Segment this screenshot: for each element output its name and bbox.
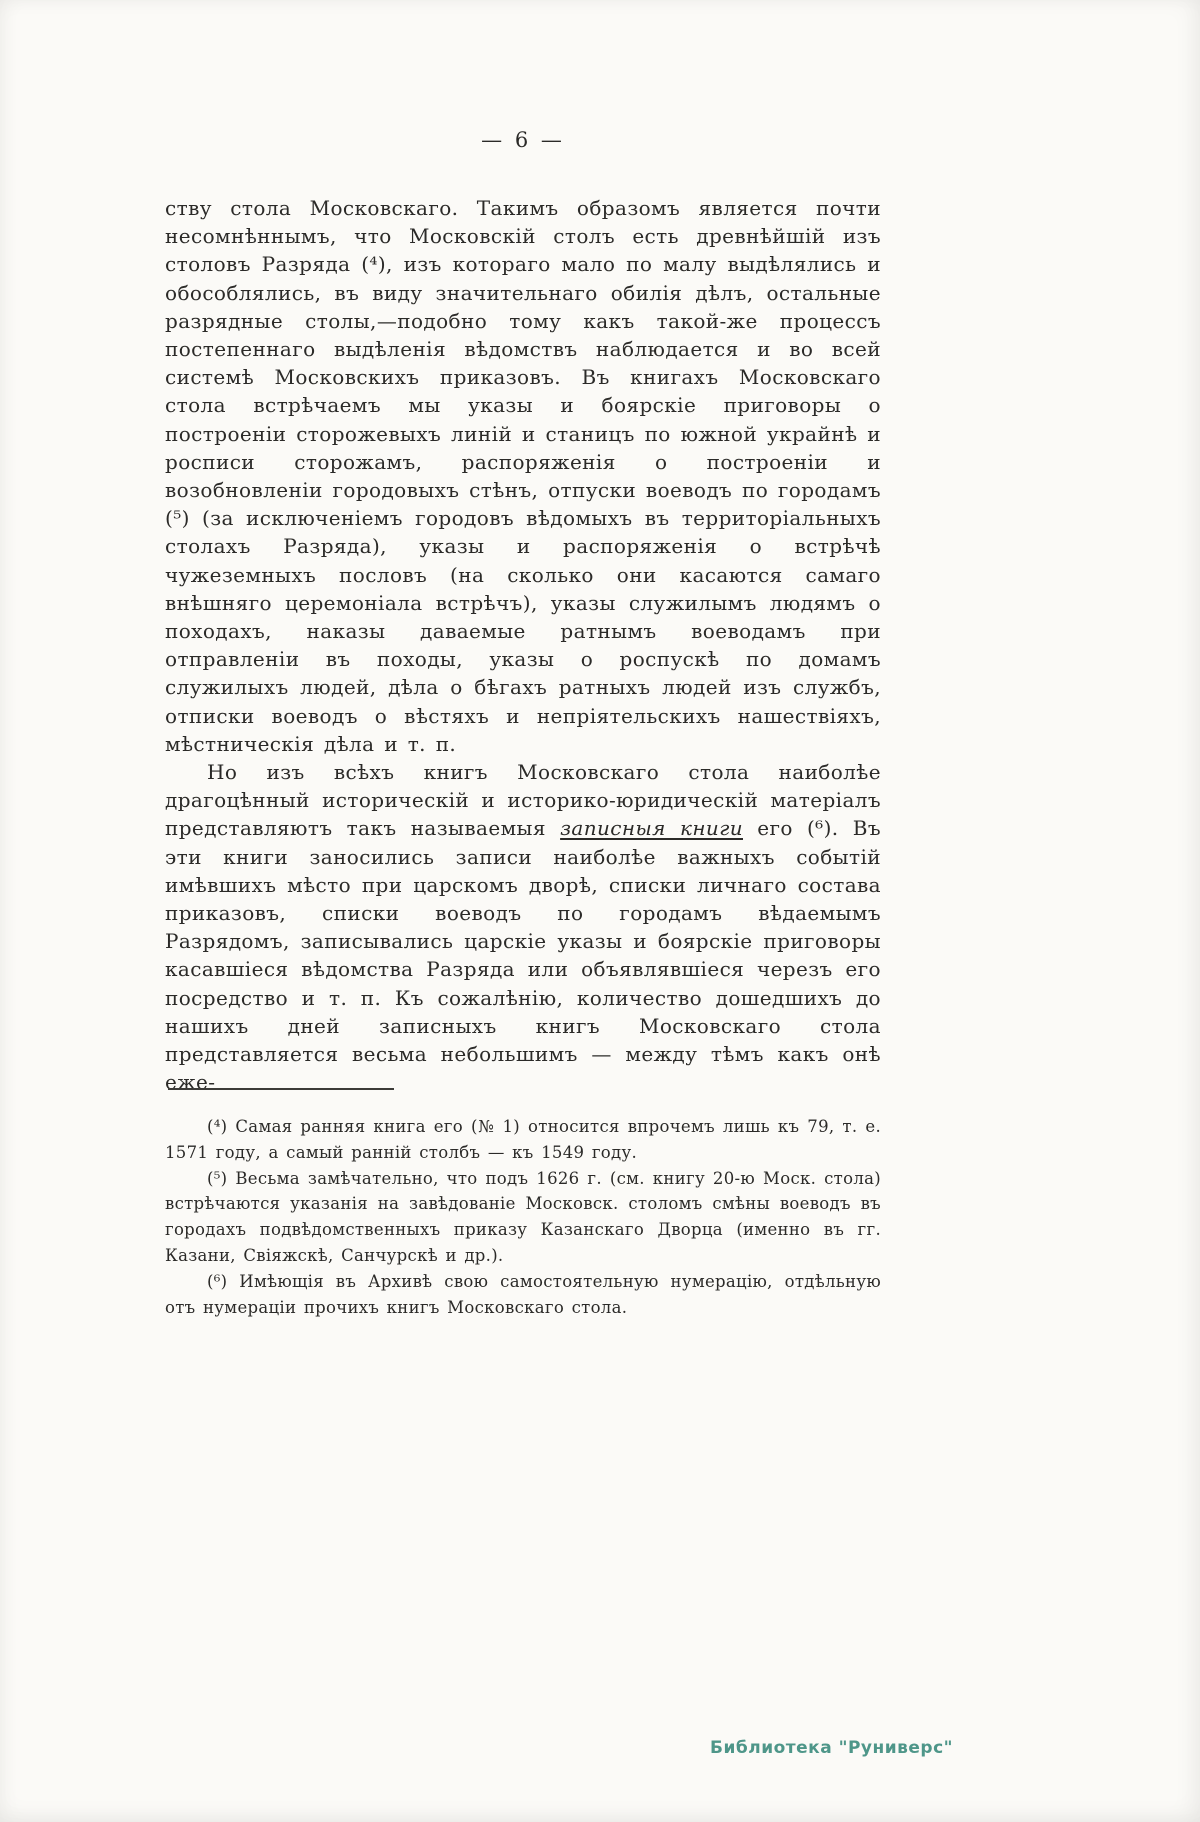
footnote: (⁵) Весьма замѣчательно, что подъ 1626 г. (см. книгу 20-ю Моск. стола) встрѣчаются указанія на завѣдованіе Московск. столомъ смѣны воеводъ въ городахъ подвѣдомственныхъ приказу Казанскаго Дворца (именно въ гг. Казани, Свіяжскѣ, Санчурскѣ и др.).: [165, 1168, 881, 1265]
footnote: (⁴) Самая ранняя книга его (№ 1) относится впрочемъ лишь къ 79, т. е. 1571 году, а самый ранній столбъ — къ 1549 году.: [165, 1117, 881, 1162]
page-number: — 6 —: [481, 128, 565, 152]
paragraph-text: его (⁶). Въ эти книги заносились записи наиболѣе важныхъ событій имѣвшихъ мѣсто при царскомъ дворѣ, списки личнаго состава приказовъ, списки воеводъ по городамъ вѣдаемымъ Разрядомъ, записывались царскіе указы и боярскіе приговоры касавшіеся вѣдомства Разряда или объявлявшіеся черезъ его посредство и т. п. Къ сожалѣнію, количество дошедшихъ до нашихъ дней записныхъ книгъ Московскаго стола представляется весьма небольшимъ — между тѣмъ какъ онѣ еже-: [165, 816, 881, 1095]
body-text: [165, 194, 881, 1097]
footnotes-block: [165, 1114, 881, 1320]
paragraph-continuation: ству стола Московскаго. Такимъ образомъ является почти несомнѣннымъ, что Московскій столъ есть древнѣйшій изъ столовъ Разряда (⁴), изъ котораго мало по малу выдѣлялись и обособлялись, въ виду значительнаго обилія дѣлъ, остальные разрядные столы,—подобно тому какъ такой-же процессъ постепеннаго выдѣленія вѣдомствъ наблюдается и во всей системѣ Московскихъ приказовъ. Въ книгахъ Московскаго стола встрѣчаемъ мы указы и боярскіе приговоры о построеніи сторожевыхъ линій и станицъ по южной украйнѣ и росписи сторожамъ, распоряженія о построеніи и возобновленіи городовыхъ стѣнъ, отпуски воеводъ по городамъ (⁵) (за исключеніемъ городовъ вѣдомыхъ въ территоріальныхъ столахъ Разряда), указы и распоряженія о встрѣчѣ чужеземныхъ пословъ (на сколько они касаются самаго внѣшняго церемоніала встрѣчъ), указы служилымъ людямъ о походахъ, наказы даваемые ратнымъ воеводамъ при отправленіи въ походы, указы о роспускѣ по домамъ служилыхъ людей, дѣла о бѣгахъ ратныхъ людей изъ службъ, отписки воеводъ о вѣстяхъ и непріятельскихъ нашествіяхъ, мѣстническія дѣла и т. п.: [165, 196, 881, 756]
footnote: (⁶) Имѣющія въ Архивѣ свою самостоятельную нумерацію, отдѣльную отъ нумераціи прочихъ книгъ Московскаго стола.: [165, 1271, 881, 1317]
paragraph: [165, 758, 881, 1096]
paragraph-text: Но изъ всѣхъ книгъ Московскаго стола наиболѣе драгоцѣнный историческій и историко-юридическій матеріалъ представляютъ такъ называемыя: [165, 760, 881, 841]
footnote-separator-rule: [168, 1088, 394, 1090]
library-watermark: Библиотека "Руниверс": [710, 1738, 954, 1758]
emphasized-phrase: записныя книги: [560, 816, 743, 841]
